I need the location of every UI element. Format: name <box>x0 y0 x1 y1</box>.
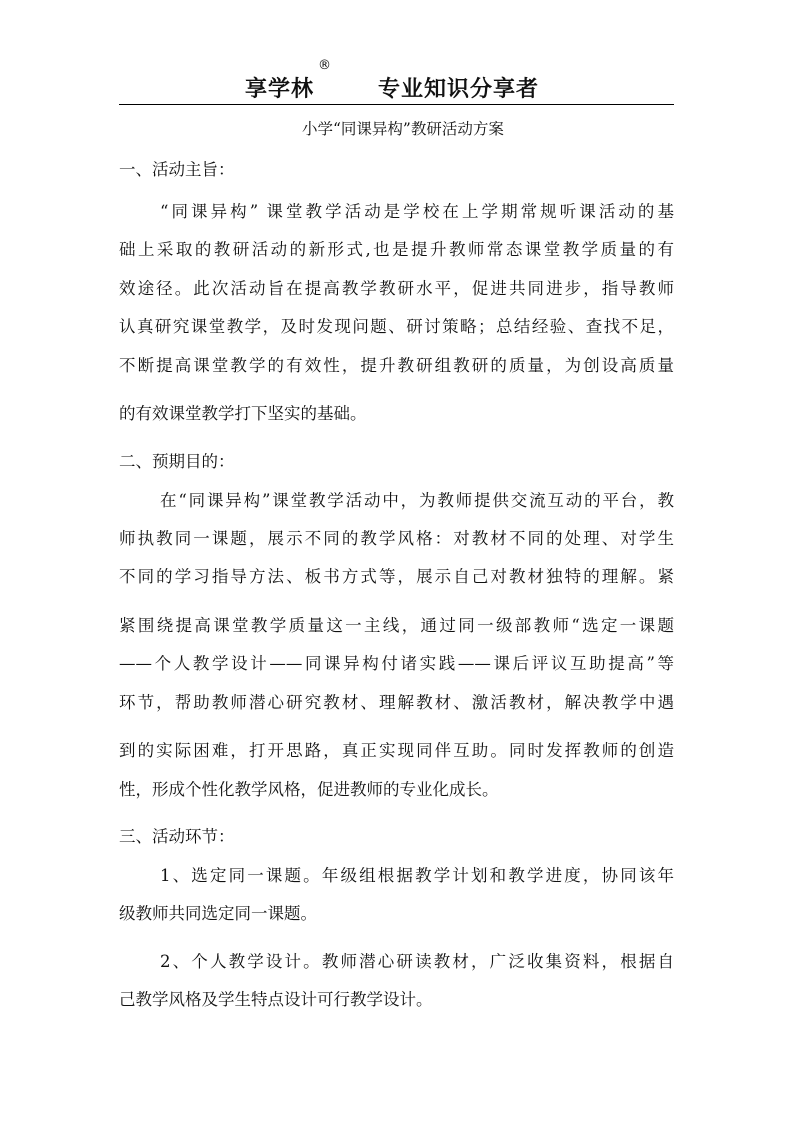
brand-name: 享学林 <box>245 77 315 102</box>
paragraph-line: 效途径。此次活动旨在提高教学教研水平，促进共同进步，指导教师 <box>119 279 674 298</box>
paragraph-line: 认真研究课堂教学，及时发现问题、研讨策略；总结经验、查找不足， <box>119 317 674 336</box>
paragraph-line: 到的实际困难，打开思路，真正实现同伴互助。同时发挥教师的创造 <box>119 741 674 760</box>
paragraph-line: 不同的学习指导方法、板书方式等，展示自己对教材独特的理解。紧 <box>119 567 674 586</box>
paragraph-line: 紧围绕提高课堂教学质量这一主线，通过同一级部教师“选定一课题 <box>119 616 674 635</box>
paragraph-line: 2、个人教学设计。教师潜心研读教材，广泛收集资料，根据自 <box>160 952 674 971</box>
section-heading: 三、活动环节： <box>119 827 235 846</box>
paragraph-line: 不断提高课堂教学的有效性，提升教研组教研的质量，为创设高质量 <box>119 356 674 375</box>
section-heading: 二、预期目的： <box>119 452 235 471</box>
section-heading: 一、活动主旨： <box>119 160 235 179</box>
paragraph-line: 的有效课堂教学打下坚实的基础。 <box>119 404 367 423</box>
page-header <box>119 58 674 105</box>
paragraph-line: 性，形成个性化教学风格，促进教师的专业化成长。 <box>119 780 499 799</box>
paragraph-line: 师执教同一课题，展示不同的教学风格：对教材不同的处理、对学生 <box>119 529 674 548</box>
registered-mark: ® <box>318 58 331 73</box>
paragraph-line: “同课异构” 课堂教学活动是学校在上学期常规听课活动的基 <box>160 202 674 221</box>
paragraph-line: 在“同课异构”课堂教学活动中，为教师提供交流互动的平台，教 <box>160 491 674 510</box>
paragraph-line: 1、选定同一课题。年级组根据教学计划和教学进度，协同该年 <box>160 866 674 885</box>
paragraph-line: 础上采取的教研活动的新形式,也是提升教师常态课堂教学质量的有 <box>119 240 674 259</box>
paragraph-line: 环节，帮助教师潜心研究教材、理解教材、激活教材，解决教学中遇 <box>119 693 674 712</box>
paragraph-line: ——个人教学设计——同课异构付诸实践——课后评议互助提高”等 <box>119 654 674 673</box>
paragraph-line: 级教师共同选定同一课题。 <box>119 904 317 923</box>
document-title: 小学“同课异构”教研活动方案 <box>302 120 504 138</box>
brand-slogan: 专业知识分享者 <box>378 77 540 102</box>
paragraph-line: 己教学风格及学生特点设计可行教学设计。 <box>119 990 433 1009</box>
